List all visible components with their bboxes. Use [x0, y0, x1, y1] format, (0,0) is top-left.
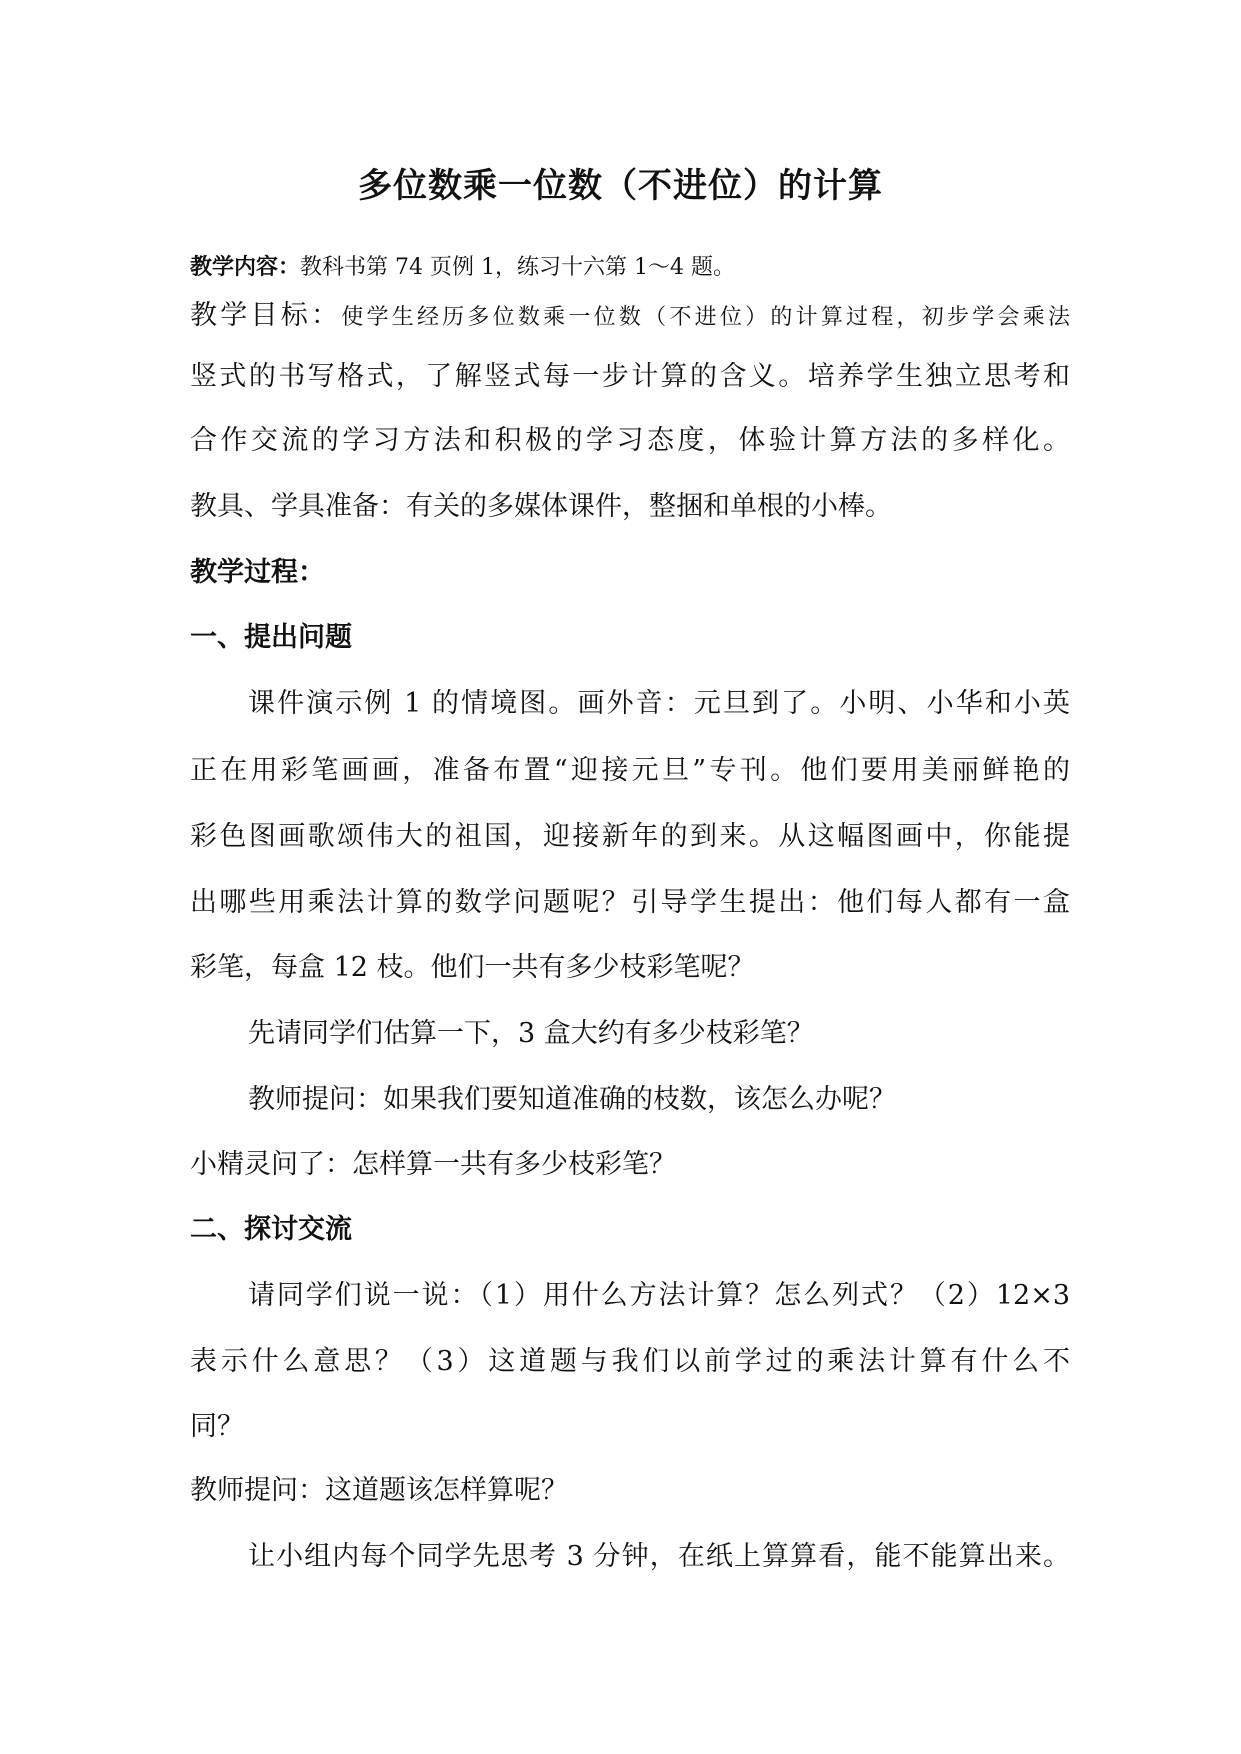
- section-2-paragraph-line: 请同学们说一说：（1）用什么方法计算？怎么列式？（2）12×3: [248, 1280, 1070, 1311]
- section-1-paragraph-line: 彩笔，每盒 12 枝。他们一共有多少枝彩笔呢？: [190, 952, 755, 983]
- teaching-goals-text-1: 使学生经历多位数乘一位数（不进位）的计算过程，初步学会乘法: [341, 305, 1070, 330]
- teaching-goals-line-1: [190, 299, 1070, 335]
- section-2-paragraph-line: 同？: [190, 1411, 244, 1442]
- teaching-content-text: 教科书第 74 页例 1，练习十六第 1～4 题。: [300, 255, 735, 280]
- teaching-goals-line-2: 竖式的书写格式，了解竖式每一步计算的含义。培养学生独立思考和: [190, 361, 1070, 392]
- page-title: 多位数乘一位数（不进位）的计算: [358, 166, 883, 206]
- section-1-paragraph-line: 出哪些用乘法计算的数学问题呢？引导学生提出：他们每人都有一盒: [190, 887, 1070, 918]
- section-1-paragraph-line: 课件演示例 1 的情境图。画外音：元旦到了。小明、小华和小英: [248, 688, 1070, 719]
- teacher-question-1: 教师提问：如果我们要知道准确的枝数，该怎么办呢？: [248, 1084, 896, 1115]
- section-2-paragraph-line: 表示什么意思？（3）这道题与我们以前学过的乘法计算有什么不: [190, 1346, 1070, 1377]
- teaching-goals-line-3: 合作交流的学习方法和积极的学习态度，体验计算方法的多样化。: [190, 425, 1070, 456]
- section-1-paragraph-line: 正在用彩笔画画，准备布置“迎接元旦”专刊。他们要用美丽鲜艳的: [190, 755, 1070, 786]
- section-2-heading: 二、探讨交流: [190, 1214, 352, 1245]
- section-1-heading: 一、提出问题: [190, 622, 352, 653]
- teacher-question-2: 教师提问：这道题该怎样算呢？: [190, 1475, 568, 1506]
- teaching-content: [190, 250, 1070, 285]
- teaching-content-label: 教学内容：: [190, 254, 301, 280]
- teaching-goals-label: 教学目标：: [190, 300, 342, 331]
- sprite-question: 小精灵问了：怎样算一共有多少枝彩笔？: [190, 1149, 676, 1180]
- estimate-prompt: 先请同学们估算一下，3 盒大约有多少枝彩笔？: [248, 1018, 814, 1049]
- section-1-paragraph-line: 彩色图画歌颂伟大的祖国，迎接新年的到来。从这幅图画中，你能提: [190, 821, 1070, 852]
- teaching-tools: 教具、学具准备：有关的多媒体课件，整捆和单根的小棒。: [190, 491, 892, 522]
- process-heading: 教学过程：: [190, 557, 325, 588]
- group-thinking-instruction: 让小组内每个同学先思考 3 分钟，在纸上算算看，能不能算出来。: [248, 1541, 1070, 1572]
